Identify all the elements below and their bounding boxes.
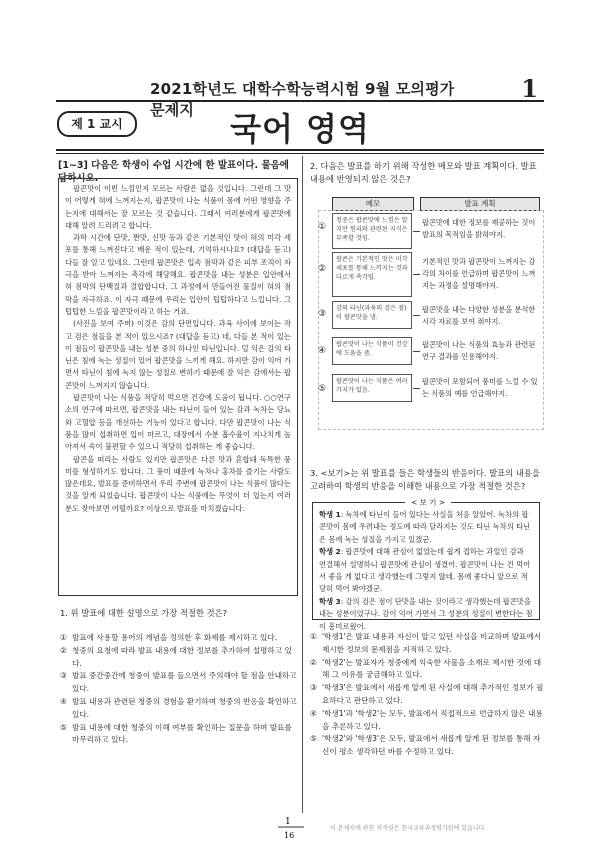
- footer-total: 16: [284, 831, 295, 840]
- option-text: '학생1'과 '학생2'는 모두, 발표에서 직접적으로 언급하지 않은 내용을 추론하고 있다.: [322, 708, 543, 731]
- header-double-rule-bottom: [56, 153, 544, 154]
- question-1-stem: 1. 위 발표에 대한 설명으로 가장 적절한 것은?: [60, 608, 228, 618]
- question-3-stem: 3. <보기>는 위 발표를 들은 학생들의 반응이다. 발표의 내용을 고려하여 학생의 반응을 이해한 내용으로 가장 적절한 것은?: [310, 468, 540, 491]
- option-4[interactable]: [60, 696, 298, 722]
- plan-row-5: 팝콘맛이 포함되어 풍미를 느낄 수 있는 식품의 예를 언급해야지.: [422, 377, 538, 398]
- row-2-number: ②: [318, 264, 327, 274]
- option-text: '학생1'은 발표 내용과 자신이 알고 있던 사실을 비교하며 발표에서 제시한 정보의 문제점을 지적하고 있다.: [322, 632, 542, 654]
- option-3[interactable]: [310, 682, 544, 708]
- option-number: ⑤: [310, 734, 317, 744]
- passage-intro: [1~3] 다음은 학생이 수업 시간에 한 발표이다. 물음에 답하시오.: [58, 160, 289, 184]
- option-text: '학생2'는 발표자가 청중에게 익숙한 사물을 소재로 제시한 것에 대해 그 이유를 궁금해하고 있다.: [322, 657, 542, 680]
- reaction-text: : 감의 검은 점이 단맛을 내는 것이라고 생각했는데 팝콘맛을 내는 성분이었구나. 감이 익어 가면서 그 성분의 성질이 변한다는 점이 흥미로웠어.: [319, 596, 533, 631]
- memo-row-3: 감의 타닌(과육의 검은 점)이 팝콘맛을 냄.: [332, 301, 412, 329]
- option-number: ③: [60, 671, 67, 681]
- option-4[interactable]: [310, 708, 544, 734]
- arrow-connector: [413, 351, 420, 352]
- plan-header: 발표 계획: [420, 197, 540, 211]
- footer-page-indicator: [276, 813, 306, 841]
- option-number: ⑤: [60, 722, 67, 732]
- option-text: 발표 내용과 관련된 청중의 경험을 환기하며 청중의 반응을 확인하고 있다.: [72, 696, 297, 719]
- memo-row-5: 팝콘맛이 나는 식품은 여러 가지가 있음.: [332, 374, 412, 402]
- period-badge: 제 1 교시: [57, 111, 137, 137]
- subject-title: 국어 영역: [230, 110, 370, 148]
- row-1-number: ①: [318, 222, 327, 232]
- option-number: ④: [60, 696, 67, 706]
- bogi-label: < 보 기 >: [405, 497, 451, 508]
- reaction-1: [319, 509, 533, 546]
- exam-title: 2021학년도 대학수학능력시험 9월 모의평가 문제지: [150, 80, 455, 119]
- reaction-text: : 녹차에 타닌이 들어 있다는 사실을 처음 알았어. 녹차의 팝콘맛이 몸에 우려내는 정도에 따라 달라지는 것도 타닌 녹차의 타닌은 몸에 녹는 성질을 가지고 있겠군.: [319, 510, 531, 544]
- arrow-connector: [413, 274, 420, 275]
- student-label: 학생 2: [319, 547, 341, 557]
- question-3-options: [310, 631, 544, 759]
- header-rule: [56, 100, 544, 102]
- passage-paragraph: 팝콘맛이 이빈 느낌인지 모르는 사람은 없을 것입니다. 그런데 그 맛이 어떻게 혀에 느껴지는지, 팝콘맛이 나는 식품이 몸에 어떤 영향을 주는지에 대해서는 잘 모르는 것 같습니다. 그래서 여러분에게 팝콘맛에 대해 알려 드리려고 합니다.: [65, 184, 291, 230]
- bogi-box: [312, 502, 540, 631]
- option-text: 발표 중간중간에 청중이 발표를 들으면서 주의해야 할 점을 안내하고 있다.: [72, 671, 297, 694]
- option-5[interactable]: [60, 722, 298, 748]
- question-1-options: [60, 632, 298, 747]
- footer-page: 1: [285, 817, 291, 827]
- option-number: ④: [310, 708, 317, 718]
- row-3-number: ③: [318, 309, 327, 319]
- option-3[interactable]: [60, 670, 298, 696]
- student-label: 학생 3: [319, 596, 341, 606]
- arrow-connector: [413, 231, 420, 232]
- passage-box: [58, 178, 298, 596]
- plan-row-4: 팝콘맛이 나는 식품의 효능과 관련된 연구 결과를 인용해야지.: [422, 340, 536, 361]
- reaction-2: [319, 546, 533, 596]
- option-text: 청중의 요청에 따라 발표 내용에 대한 정보를 추가하여 설명하고 있다.: [72, 645, 292, 668]
- memo-row-4: 팝콘맛이 나는 식품이 건강에 도움을 줌.: [332, 337, 412, 365]
- arrow-connector: [413, 388, 420, 389]
- question-2-stem: 2. 다음은 발표를 하기 위해 작성한 메모와 발표 계획이다. 발표 내용에 반영되지 않은 것은?: [310, 161, 537, 184]
- memo-row-1: 청중은 팝콘맛에 느낌은 알지만 원리와 관련된 지식은 부족할 것임.: [332, 213, 412, 249]
- memo-row-2: 팝콘은 기본적인 맛은 미각 세포를 통해 느끼지는 것과 다르게 촉각임.: [332, 252, 412, 297]
- column-divider: [302, 156, 303, 813]
- plan-row-1: 팝콘맛에 대한 정보를 제공하는 것이 발표의 목적임을 밝혀야지.: [422, 218, 536, 239]
- memo-header: 메모: [332, 197, 414, 211]
- passage-paragraph: 과학 시간에 단맛, 짠맛, 신맛 등과 같은 기본적인 맛이 혀의 미각 세포를 통해 느껴진다고 배운 적이 있는데, 기억하시나요? (대답을 듣고) 다들 잘 알고 있네요. 그런데 팝콘맛은 입속 점막과 같은 피부 조직이 자극을 받아 느껴지는 촉각에 해당해요. 팝콘맛을 내는 성분은 입안에서 혀 점막의 단백질과 결합합니다. 그 과정에서 만들어진 물질이 혀의 점막을 자극하죠. 이 자극 때문에 우리는 입안이 텁텁하다고 느낍니다. 그 텁텁한 느낌을 팝콘맛이라고 하는 거죠.: [65, 233, 291, 316]
- option-5[interactable]: [310, 733, 544, 759]
- option-2[interactable]: [310, 657, 544, 683]
- option-number: ①: [310, 632, 317, 641]
- plan-row-3: 팝콘맛을 내는 다양한 성분을 분석한 시각 자료를 보여 줘야지.: [422, 305, 536, 326]
- option-text: 발표 내용에 대한 청중의 이해 여부를 확인하는 질문을 하며 발표를 마무리하고 있다.: [72, 722, 292, 745]
- option-text: 발표에 사용할 용어의 개념을 정의한 후 화제를 제시하고 있다.: [72, 633, 278, 642]
- option-number: ①: [60, 633, 67, 642]
- option-number: ③: [310, 683, 317, 693]
- option-number: ②: [310, 657, 317, 667]
- option-1[interactable]: [60, 632, 298, 645]
- option-number: ②: [60, 645, 67, 655]
- header-double-rule-top: [56, 149, 544, 151]
- passage-paragraph: (사진을 보여 주며) 이것은 감의 단면입니다. 과육 사이에 보이는 작고 검은 점들을 본 적이 있으시죠? (대답을 듣고) 네, 다들 본 적이 있는 이 점들이 팝콘맛을 내는 성분 중의 하나인 타닌입니다. 덜 익은 감의 타닌은 침에 녹는 성질이 있어 팝콘맛을 느끼게 해요. 하지만 감이 익어 가면서 타닌이 침에 녹지 않는 성질로 변하기 때문에 잘 익은 감에서는 팝콘맛이 느껴지지 않습니다.: [65, 319, 291, 390]
- passage-paragraph: 팝콘을 떠리는 사람도 있지만 팝콘맛은 다른 맛과 혼합돼 독특한 풍미를 형성하기도 합니다. 그 풍미 때문에 녹차나 홍차를 즐기는 사람도 많은데요, 발표를 준비하면서 우리 주변에 팝콘맛이 나는 식품이 많다는 것을 알게 되었습니다. 팝콘맛이 나는 식품에는 무엇이 더 있는지 여러분도 찾아보면 어떨까요? 이상으로 발표를 마치겠습니다.: [65, 454, 291, 513]
- row-5-number: ⑤: [318, 384, 327, 394]
- reaction-3: [319, 596, 533, 633]
- page-number: 1: [521, 74, 538, 103]
- page-fraction-icon: [276, 813, 306, 841]
- student-label: 학생 1: [319, 510, 341, 519]
- plan-row-2: 기본적인 맛과 팝콘맛이 느껴지는 감각의 차이를 언급하며 팝콘맛이 느껴지는 과정을 설명해야지.: [422, 257, 536, 290]
- option-text: '학생2'와 '학생3'은 모두, 발표에서 새롭게 알게 된 정보를 통해 자신이 평소 생각하던 바를 수정하고 있다.: [322, 734, 541, 757]
- arrow-connector: [413, 315, 420, 316]
- option-2[interactable]: [60, 645, 298, 671]
- option-text: '학생3'은 발표에서 새롭게 알게 된 사실에 대해 추가적인 정보가 필요하다고 판단하고 있다.: [322, 683, 544, 705]
- option-1[interactable]: [310, 631, 544, 657]
- passage-paragraph: 팝콘맛이 나는 식품을 적당히 먹으면 건강에 도움이 됩니다. ○○연구소의 연구에 따르면, 팝콘맛을 내는 타닌이 들어 있는 감과 녹차는 당뇨와 고혈압 등을 개선하는 기능이 있다고 합니다. 다만 팝콘맛이 나는 식품을 많이 섭취하면 입이 마르고, 대장에서 수분 흡수율이 지나치게 높아져서 속이 불편할 수 있으니 적당히 섭취하는 게 좋습니다.: [65, 393, 291, 452]
- copyright-note: 이 문제지에 관한 저작권은 한국교육과정평가원에 있습니다.: [330, 825, 487, 832]
- row-4-number: ④: [318, 346, 327, 356]
- reaction-text: : 팝콘맛에 대해 관심이 없었는데 쉽게 접하는 과일인 감과 연결해서 설명하니 팝콘맛에 관심이 생겼어. 팝콘맛이 나는 건 먹어서 좋을 게 없다고 생각했는데 그렇지 않네. 몸에 좋다니 앞으로 적당히 먹어 봐야겠군.: [319, 547, 531, 594]
